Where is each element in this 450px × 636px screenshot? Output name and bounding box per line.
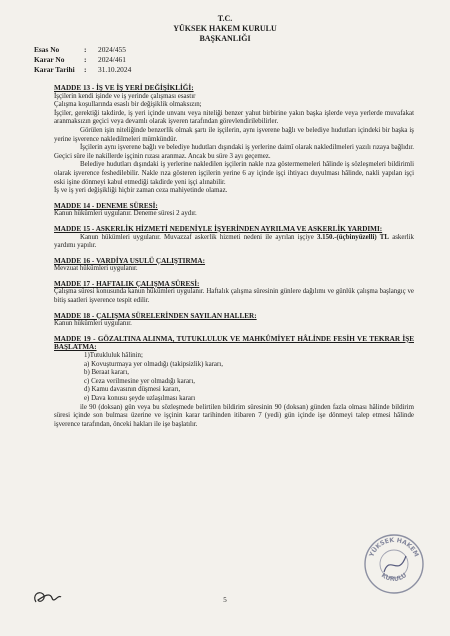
madde17-p1: Çalışma süresi konusunda kanun hükümleri uygulanır. Haftalık çalışma süresinin günlere dağılımı ve günlük çalışma başlangıç ve bitiş saatleri işverence tespit edilir. <box>54 288 414 305</box>
esas-label: Esas No <box>34 45 60 54</box>
esas-value: 2024/455 <box>98 45 126 54</box>
official-stamp-icon <box>362 532 426 596</box>
madde13-p1: İşçilerin kendi işinde ve iş yerinde çalışması esastır <box>54 92 196 100</box>
madde15-p1-post: askerlik yardımı yapılır. <box>54 233 415 250</box>
karar-colon: : <box>84 55 87 64</box>
karar-value: 2024/461 <box>98 55 126 64</box>
madde16-title: MADDE 16 - VARDİYA USULÜ ÇALIŞTIRMA: <box>54 256 206 265</box>
header-presidency: BAŞKANLIĞI <box>199 34 251 43</box>
madde19-item-b: b) Beraat kararı, <box>84 369 129 377</box>
header-tc: T.C. <box>217 14 233 23</box>
madde13-p6: Belediye hudutları dışındaki iş yerlerine nakledilen işçilerin nakle rıza göstermemeleri hâlinde iş sözleşmeleri bildirimli olarak işverence feshedilebilir. Nakle rıza gösteren işçilerin yerine 6 ay içinde işçi ihtiyacı duyulması hâlinde, nakli yapılan işçi eski işine dönmeyi kabul etmediği takdirde yeni işçi alınabilir. <box>54 161 414 186</box>
madde16-p1: Mevzuat hükümleri uygulanır. <box>54 265 138 273</box>
document-body <box>54 84 414 429</box>
madde13-p3: İşçiler, gerektiği takdirde, iş yeri içinde unvanı veya niteliği benzer yahut birbirine yakın başka işlerde veya yerlerde muvafakat aranmaksızın geçici veya devamlı olarak işveren tarafından görevlendirilebilirler. <box>54 109 414 126</box>
madde13-p4: Görülen işin niteliğinde benzerlik olmak şartı ile işçilerin, aynı işverene bağlı ve belediye hudutları içindeki bir başka iş yerine işverence nakledilmeleri mümkündür. <box>54 126 414 143</box>
madde13-title: MADDE 13 - İŞ VE İŞ YERİ DEĞİŞİKLİĞİ: <box>54 84 194 92</box>
madde15-title: MADDE 15 - ASKERLİK HİZMETİ NEDENİYLE İŞYERİNDEN AYRILMA VE ASKERLİK YARDIMI: <box>54 224 383 233</box>
madde19-title: MADDE 19 - GÖZALTINA ALINMA, TUTUKLULUK VE MAHKÛMİYET HÂLİNDE FESİH VE TEKRAR İŞE BAŞLATMA: <box>54 334 414 352</box>
tarih-label: Karar Tarihi <box>34 65 75 74</box>
madde19-item-a: a) Kovuşturmaya yer olmadığı (takipsizlik) kararı, <box>84 360 223 368</box>
madde19-item-c: c) Ceza verilmesine yer olmadığı kararı, <box>84 377 195 385</box>
page-number: 5 <box>223 596 227 604</box>
madde19-item-e: e) Dava konusu şeyde uzlaşılması kararı <box>84 395 196 402</box>
svg-text:YÜKSEK HAKEM <box>368 537 420 559</box>
madde19-item-d: d) Kamu davasının düşmesi kararı, <box>84 386 181 394</box>
madde14-p1: Kanun hükümleri uygulanır. Deneme süresi 2 aydır. <box>54 210 197 218</box>
madde17-title: MADDE 17 - HAFTALIK ÇALIŞMA SÜRESİ: <box>54 279 200 288</box>
esas-colon: : <box>84 45 87 54</box>
tarih-row <box>34 65 131 75</box>
esas-row <box>34 45 131 55</box>
document-header <box>0 14 450 44</box>
header-institution: YÜKSEK HAKEM KURULU <box>173 24 277 33</box>
case-meta <box>34 45 131 75</box>
madde15-amount: 3.150.-(üçbinyüzelli) TL <box>316 233 389 241</box>
karar-label: Karar No <box>34 55 65 64</box>
stamp-bottom-text: KURULU <box>379 571 409 584</box>
madde15-p1-pre: Kanun hükümleri uygulanır. Muvazzaf askerlik hizmeti nedeni ile ayrılan işçiye <box>80 233 317 241</box>
madde15-p1 <box>54 234 414 251</box>
madde13-p2: Çalışma koşullarında esaslı bir değişiklik olmaksızın; <box>54 101 202 109</box>
stamp-top-text: YÜKSEK HAKEM <box>368 536 420 559</box>
tarih-colon: : <box>84 65 87 74</box>
madde14-title: MADDE 14 - DENEME SÜRESİ: <box>54 201 158 210</box>
svg-text:KURULU <box>380 572 408 583</box>
madde19-p2: ile 90 (doksan) gün veya bu sözleşmede belirtilen bildirim süresinin 90 (doksan) günden fazla olması hâlinde bildirim süresi içinde son bulması üzerine ve işçinin karar tarihinden itibaren 7 (yedi) gün içinde işe dönmeyi talep etmesi hâlinde işverence tarafından, önceki hakları ile işe başlatılır. <box>54 403 414 428</box>
madde13-p7: İş ve iş yeri değişikliği hiçbir zaman ceza mahiyetinde olamaz. <box>54 187 228 195</box>
karar-row <box>34 55 131 65</box>
tarih-value: 31.10.2024 <box>98 65 132 74</box>
madde18-title: MADDE 18 - ÇALIŞMA SÜRELERİNDEN SAYILAN HALLER: <box>54 311 257 320</box>
madde18-p1: Kanun hükümleri uygulanır. <box>54 320 132 328</box>
madde19-p1: 1)Tutukluluk hâlinin; <box>84 352 143 360</box>
madde13-p5: İşçilerin aynı işverene bağlı ve belediye hudutları dışındaki iş yerlerine daimî olarak nakledilmeleri yazılı rızaya bağlıdır. Geçici süre ile nakillerde işçinin rızası aranmaz. Ancak bu süre 3 ayı geçemez. <box>54 144 414 160</box>
